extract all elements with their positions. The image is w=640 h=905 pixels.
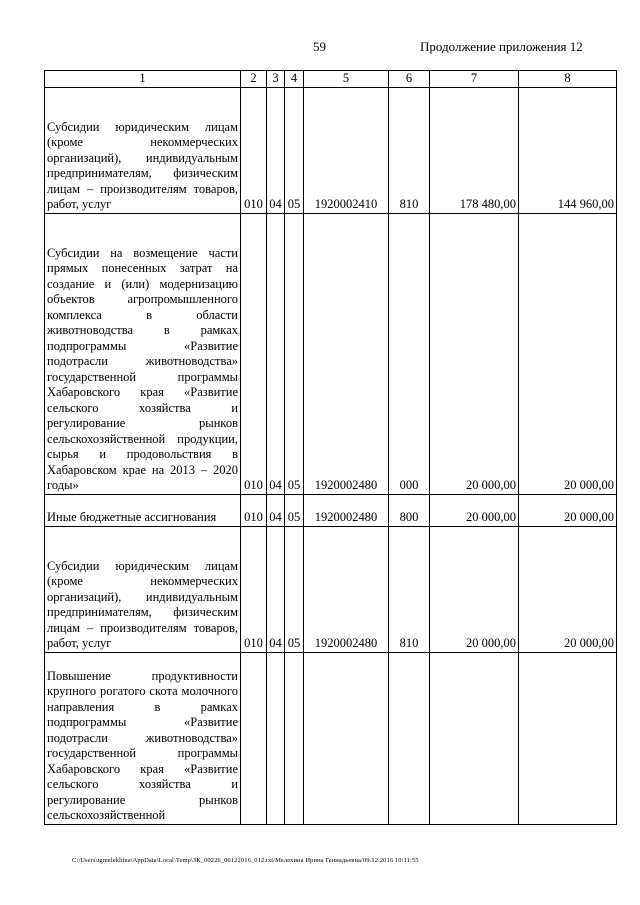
row-description: Повышение продуктивности крупного рогатого скота молочного направления в рамках подпрограммы «Развитие подотрасли животноводства» государственной программы Хабаровского края «Развитие сельского хозяйства и регулирование рынков сельскохозяйственной [45,652,241,824]
table-row [45,87,617,213]
row-description: Субсидии на возмещение части прямых понесенных затрат на создание и (или) модернизацию объектов агропромышленного комплекса в области животноводства в рамках подпрограммы «Развитие подотрасли животноводства» государственной программы Хабаровского края «Развитие сельского хозяйства и регулирование рынков сельскохозяйственной продукции, сырья и продовольствия в Хабаровском крае на 2013 – 2020 годы» [45,213,241,494]
cell-amount-year1: 20 000,00 [430,494,519,526]
cell-amount-year2: 20 000,00 [519,494,617,526]
row-description: Субсидии юридическим лицам (кроме некоммерческих организаций), индивидуальным предпринимателям, физическим лицам – производителям товаров, работ, услуг [45,87,241,213]
cell-section: 04 [267,526,285,652]
table-row [45,652,617,824]
table-row [45,526,617,652]
cell-expense-type: 000 [389,213,430,494]
cell-code-ministry: 010 [241,213,267,494]
column-header: 7 [430,71,519,88]
page-number: 59 [313,39,326,54]
cell-subsection: 05 [285,87,304,213]
table-header-row [45,71,617,88]
cell-amount-year1 [430,652,519,824]
cell-amount-year2: 20 000,00 [519,213,617,494]
cell-amount-year2 [519,652,617,824]
cell-section: 04 [267,494,285,526]
row-description: Иные бюджетные ассигнования [45,494,241,526]
cell-amount-year1: 20 000,00 [430,526,519,652]
row-description: Субсидии юридическим лицам (кроме некоммерческих организаций), индивидуальным предпринимателям, физическим лицам – производителям товаров, работ, услуг [45,526,241,652]
cell-target-article: 1920002480 [304,494,389,526]
cell-subsection: 05 [285,213,304,494]
cell-code-ministry [241,652,267,824]
column-header: 5 [304,71,389,88]
table-row [45,494,617,526]
cell-expense-type [389,652,430,824]
cell-expense-type: 810 [389,526,430,652]
cell-code-ministry: 010 [241,494,267,526]
column-header: 8 [519,71,617,88]
column-header: 6 [389,71,430,88]
cell-section: 04 [267,87,285,213]
cell-target-article: 1920002480 [304,213,389,494]
cell-section [267,652,285,824]
cell-expense-type: 800 [389,494,430,526]
column-header: 1 [45,71,241,88]
cell-subsection: 05 [285,526,304,652]
footer-file-path: C:\Users\igmelekhina\AppData\Local\Temp\ЗК_00226_06122016_012.txt/Мелехина Ирина Геннадьевна/09.12.2016 10:11:55 [72,857,419,864]
cell-target-article: 1920002480 [304,526,389,652]
cell-target-article: 1920002410 [304,87,389,213]
cell-code-ministry: 010 [241,526,267,652]
cell-amount-year2: 20 000,00 [519,526,617,652]
column-header: 3 [267,71,285,88]
cell-expense-type: 810 [389,87,430,213]
table-row [45,213,617,494]
cell-amount-year2: 144 960,00 [519,87,617,213]
cell-section: 04 [267,213,285,494]
cell-target-article [304,652,389,824]
cell-amount-year1: 20 000,00 [430,213,519,494]
cell-subsection [285,652,304,824]
cell-amount-year1: 178 480,00 [430,87,519,213]
cell-subsection: 05 [285,494,304,526]
budget-table [44,70,617,825]
cell-code-ministry: 010 [241,87,267,213]
column-header: 4 [285,71,304,88]
column-header: 2 [241,71,267,88]
continuation-title: Продолжение приложения 12 [420,39,583,54]
